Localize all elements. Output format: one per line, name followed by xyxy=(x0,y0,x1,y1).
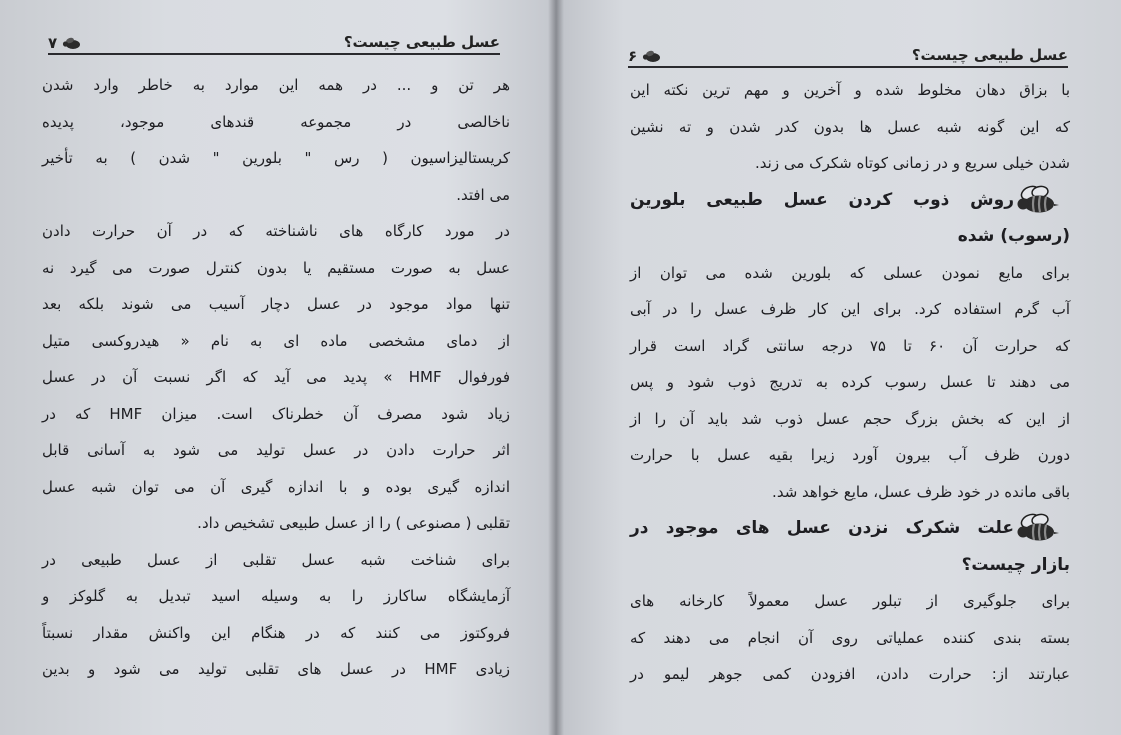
text-line: زیاد شود مصرف آن خطرناک است. میزان HMF که در xyxy=(42,404,510,423)
text-line: عسل به صورت مستقیم یا بدون کنترل صورت می گیرد نه xyxy=(42,258,510,277)
section-heading-text: علت شکرک نزدن عسل های موجود در xyxy=(630,518,1014,538)
text-line: کریستالیزاسیون ( رس " بلورین " شدن ) به تأخیر xyxy=(42,149,510,167)
section-heading-text: روش ذوب کردن عسل طبیعی بلورین xyxy=(630,189,1014,210)
text-line: آزمایشگاه ساکارز را به وسیله اسید تبدیل به گلوکز و xyxy=(42,587,510,605)
text-line: هر تن و ... در همه این موارد به خاطر وارد شدن xyxy=(42,76,510,94)
text-line: در مورد کارگاه های ناشناخته که در آن حرارت دادن xyxy=(42,222,510,240)
bee-icon xyxy=(642,50,662,63)
left-body-text xyxy=(42,67,510,688)
right-page-number: ۶ xyxy=(628,47,638,65)
text-line: ناخالصی در مجموعه قندهای موجود، پدیده xyxy=(42,112,510,131)
right-page-number-group xyxy=(628,47,662,65)
left-page-number-group xyxy=(48,34,82,52)
text-line: زیادی HMF در عسل های تقلبی تولید می شود و بدین xyxy=(42,660,510,678)
text-line: که حرارت آن ۶۰ تا ۷۵ درجه سانتی گراد است قرار xyxy=(630,336,1070,355)
text-line: دورن ظرف آب بیرون آورد زیرا بقیه عسل با حرارت xyxy=(630,446,1070,464)
text-line: اندازه گیری بوده و با اندازه گیری آن می توان شبه عسل xyxy=(42,477,510,496)
section-heading-continued: (رسوب) شده xyxy=(957,226,1070,246)
section-heading-continued: بازار چیست؟ xyxy=(961,554,1070,575)
text-line: آب گرم استفاده کرد. برای این کار ظرف عسل را در آبی xyxy=(630,300,1070,318)
text-line: برای مایع نمودن عسلی که بلورین شده می توان از xyxy=(630,263,1070,282)
right-page xyxy=(556,0,1121,735)
text-line: می دهند تا عسل رسوب کرده به تدریج ذوب شود و پس xyxy=(630,373,1070,391)
right-body-text xyxy=(630,72,1070,693)
text-line: بسته بندی کننده عملیاتی روی آن انجام می دهند که xyxy=(630,628,1070,647)
text-line: برای شناخت شبه عسل تقلبی از عسل طبیعی در xyxy=(42,550,510,569)
left-page-number: ۷ xyxy=(48,34,58,52)
text-line: از این که بخش بزرگ حجم عسل ذوب شد باید آن را از xyxy=(630,409,1070,428)
text-line: اثر حرارت دادن در عسل تولید می شود به آسانی قابل xyxy=(42,441,510,459)
text-line: می افتد. xyxy=(456,185,510,204)
book-gutter xyxy=(548,0,564,735)
text-line: فورفوال HMF » پدید می آید که اگر نسبت آن در عسل xyxy=(42,368,510,386)
bee-icon xyxy=(62,37,82,50)
text-line: تنها مواد موجود در عسل دچار آسیب می شوند بلکه بعد xyxy=(42,295,510,313)
text-line: باقی مانده در خود ظرف عسل، مایع خواهد شد. xyxy=(772,482,1070,501)
left-header-title: عسل طبیعی چیست؟ xyxy=(343,33,500,51)
text-line: عبارتند از: حرارت دادن، افزودن کمی جوهر لیمو در xyxy=(630,665,1070,683)
text-line: شدن خیلی سریع و در زمانی کوتاه شکرک می زند. xyxy=(755,154,1070,172)
left-running-header xyxy=(48,23,500,55)
section-heading xyxy=(630,510,1070,547)
text-line: تقلبی ( مصنوعی ) را از عسل طبیعی تشخیص داد. xyxy=(197,514,510,532)
text-line: با بزاق دهان مخلوط شده و آخرین و مهم ترین نکته این xyxy=(630,81,1070,99)
section-heading xyxy=(630,182,1070,219)
text-line: که این گونه شبه عسل ها بدون کدر شدن و ته نشین xyxy=(630,117,1070,136)
text-line: از دمای مشخصی ماده ای به نام « هیدروکسی متیل xyxy=(42,331,510,350)
right-running-header xyxy=(628,36,1068,68)
bee-icon xyxy=(1014,185,1060,215)
bee-icon xyxy=(1014,513,1060,543)
text-line: فروکتوز می کنند که در هنگام این واکنش مقدار نسبتاً xyxy=(42,623,510,642)
right-header-title: عسل طبیعی چیست؟ xyxy=(911,46,1068,64)
left-page xyxy=(0,0,556,735)
text-line: برای جلوگیری از تبلور عسل معمولاً کارخانه های xyxy=(630,592,1070,610)
